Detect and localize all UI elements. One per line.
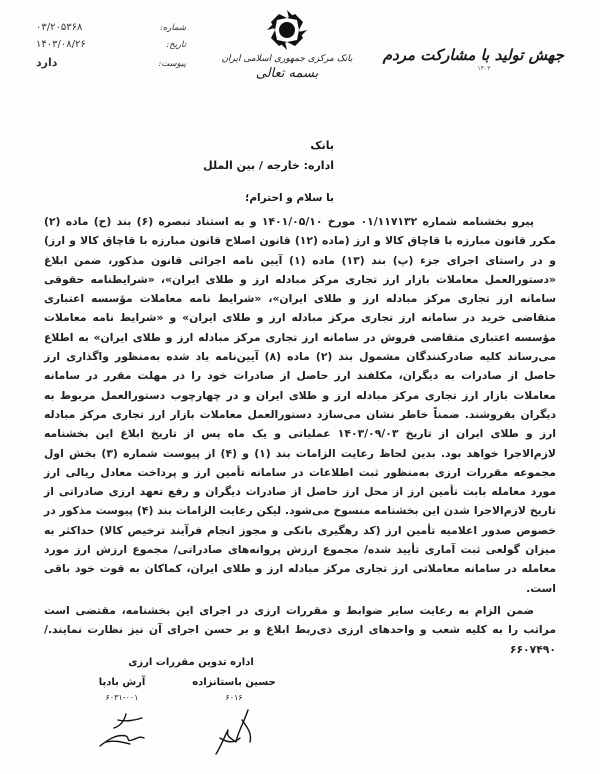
attachment-label: پیوست: <box>158 59 186 69</box>
body-paragraph: پیرو بخشنامه شماره ۰۱/۱۱۷۱۳۲ مورخ ۱۴۰۱/۰۵/۱۰ و به استناد تبصره (۶) بند (ح) ماده (۲) مکرر قانون مبارزه با قاچاق کالا و ارز (ماده (۱۲) قانون اصلاح قانون مبارزه با قاچاق کالا و ارز) و در راستای اجرای جزء (پ) بند (۱۳) ماده (۱) آیین نامه اجرائی قانون مذکور، ضمن ابلاغ «دستورالعمل معاملات بازار ارز تجاری مرکز مبادله ارز و طلای ایران»، «شرایطنامه حقوقی سامانه ارز تجاری مرکز مبادله ارز و طلای ایران»، «شرایط نامه معاملات مؤسسه اعتباری متقاضی خرید در سامانه ارز تجاری مرکز مبادله ارز و طلای ایران» و «شرایط نامه معاملات مؤسسه اعتباری متقاضی فروش در سامانه ارز تجاری مرکز مبادله ارز و طلای ایران» به اطلاع می‌رساند کلیه صادرکنندگان مشمول بند (۲) ماده (۸) آیین‌نامه یاد شده به‌منظور واگذاری ارز حاصل از صادرات به دیگران، مکلفند ارز حاصل از صادرات خود را در مهلت مقرر در سامانه معاملات بازار ارز تجاری مرکز مبادله ارز و طلای ایران و در چهارچوب دستورالعمل مربوط به دیگران بفروشند. ضمناً خاطر نشان می‌سازد دستورالعمل معاملات بازار ارز تجاری مرکز مبادله ارز و طلای ایران از تاریخ ۱۴۰۳/۰۹/۰۳ عملیاتی و یک ماه پس از تاریخ ابلاغ این بخشنامه لازم‌الاجرا خواهد بود. بدین لحاظ رعایت الزامات بند (۱) و (۴) از پیوست شماره (۳) بخش اول مجموعه مقررات ارزی به‌منظور ثبت اطلاعات در سامانه تأمین ارز و پرداخت معادل ریالی ارز مورد معامله بابت تأمین ارز از محل ارز حاصل از صادرات دیگران و رفع تعهد ارزی صادراتی از تاریخ لازم‌الاجرا شدن این بخشنامه منسوخ می‌شود. لیکن رعایت الزامات بند (۴) پیوست مذکور در خصوص صدور اعلامیه تأمین ارز (کد رهگیری بانکی و مجوز انجام فرآیند ترخیص کالا) حداکثر به میزان گولعی ثبت آماری تأیید شده/ مجموع ارزش پروانه‌های صادراتی/ مجموع ارزش ارز مورد معامله در سامانه معاملاتی ارز تجاری مرکز مبادله ارز و طلای ایران، کماکان به قوت خود باقی است. <box>44 215 557 595</box>
slogan-text: جهش تولید با مشارکت مردم <box>382 46 564 64</box>
letter-body <box>44 212 556 659</box>
logo-title: بانک مرکزی جمهوری اسلامی ایران <box>221 54 353 64</box>
year-slogan <box>382 46 564 72</box>
logo-subtitle: بسمه تعالی <box>255 66 319 81</box>
slogan-year: ۱۴۰۳ <box>477 65 491 72</box>
addressee <box>203 136 334 176</box>
signature-block <box>74 676 170 703</box>
signer-code: ۶۰۳۱-۰۰۱ <box>105 693 139 702</box>
letter-metadata <box>36 22 186 73</box>
attachment-value: دارد <box>36 56 58 69</box>
signing-office: اداره تدوین مقررات ارزی <box>128 657 254 668</box>
number-value: ۰۳/۲۰۵۳۶۸ <box>36 22 83 33</box>
metadata-number-row <box>36 22 186 39</box>
star-emblem-icon <box>265 8 309 52</box>
addressee-bank: بانک <box>310 139 334 152</box>
signer-name: آرش بادپا <box>98 677 146 688</box>
date-label: تاریخ: <box>166 40 186 50</box>
body-paragraph: ضمن الزام به رعایت سایر ضوابط و مقررات ارزی در اجرای این بخشنامه، مقتضی است مراتب را به کلیه شعب و واحدهای ارزی ذی‌ربط ابلاغ و بر حسن اجرای آن نیز نظارت نمایند./۶۶۰۷۴۹۰ <box>44 603 556 656</box>
handwritten-signature-icon <box>96 712 146 748</box>
metadata-attachment-row <box>36 56 186 73</box>
handwritten-signature-icon <box>208 708 258 756</box>
date-value: ۱۴۰۳/۰۸/۲۶ <box>36 39 86 50</box>
greeting: با سلام و احترام؛ <box>245 192 334 204</box>
signature-block <box>186 676 282 703</box>
signer-name: حسین باستانزاده <box>192 677 276 688</box>
signer-code: ۶۰۱۶ <box>225 693 243 702</box>
addressee-department: اداره: خارجه / بین الملل <box>203 159 334 172</box>
metadata-date-row <box>36 39 186 56</box>
central-bank-logo <box>212 8 362 104</box>
number-label: شماره: <box>159 23 186 33</box>
